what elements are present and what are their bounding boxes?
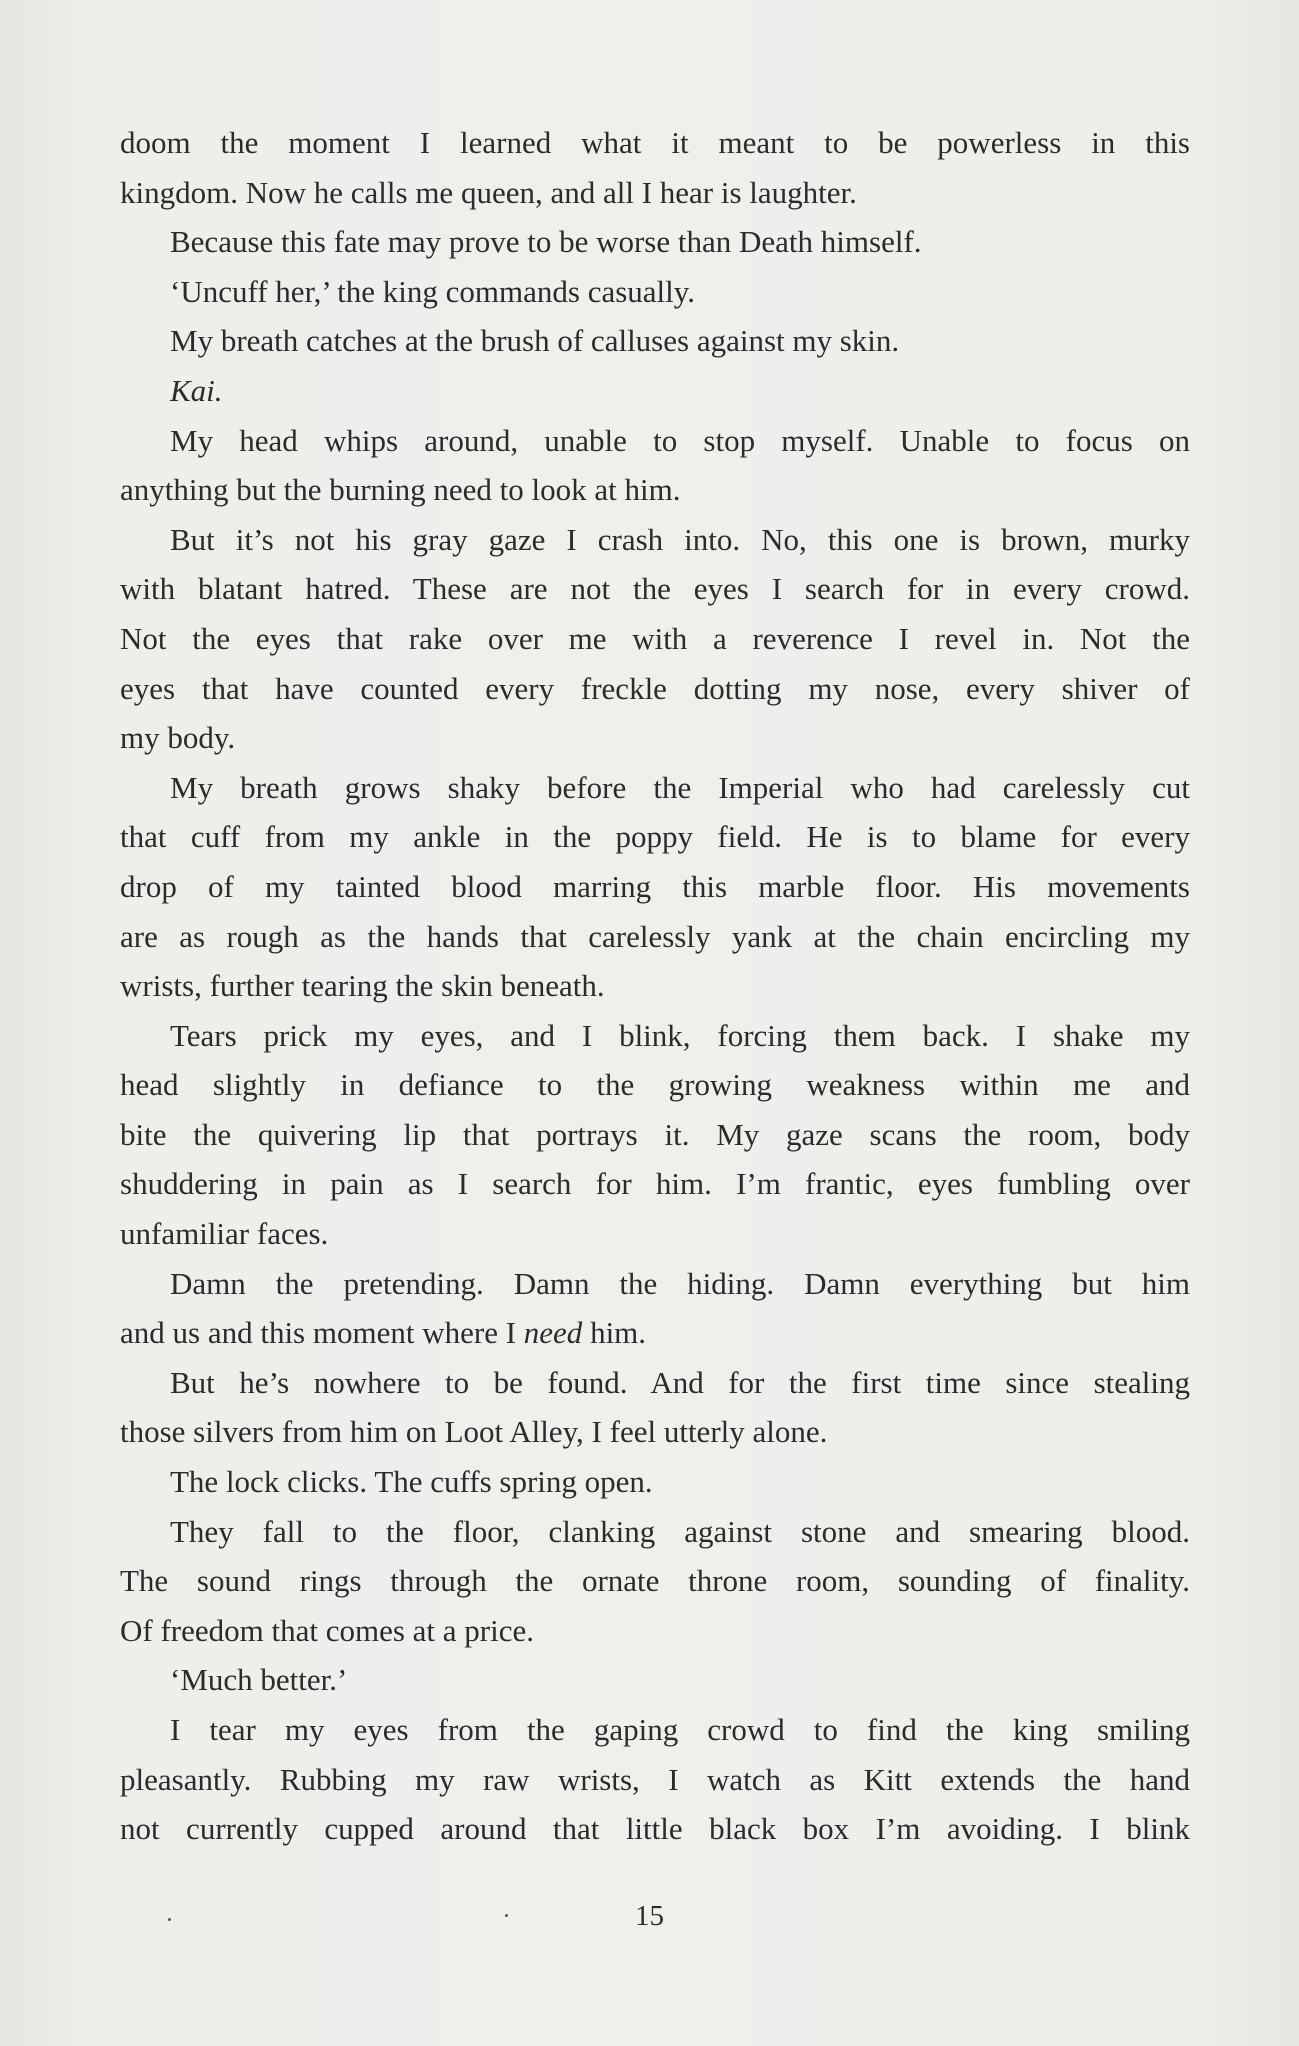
text-line: head slightly in defiance to the growing weakness within me and xyxy=(120,1067,1190,1103)
text-line: shuddering in pain as I search for him. I’m frantic, eyes fumbling over xyxy=(120,1166,1190,1202)
print-speck xyxy=(505,1914,508,1917)
text-line: Of freedom that comes at a price. xyxy=(120,1612,535,1648)
text-line: Because this fate may prove to be worse than Death himself. xyxy=(170,224,922,260)
text-segment: and us and this moment where I xyxy=(120,1315,524,1351)
text-line: bite the quivering lip that portrays it. My gaze scans the room, body xyxy=(120,1116,1190,1152)
text-line: Not the eyes that rake over me with a reverence I revel in. Not the xyxy=(120,620,1190,656)
text-line: ‘Uncuff her,’ the king commands casually. xyxy=(170,273,696,309)
text-line: The sound rings through the ornate throne room, sounding of finality. xyxy=(120,1563,1190,1599)
page-number: 15 xyxy=(635,1900,664,1932)
text-line: My head whips around, unable to stop myself. Unable to focus on xyxy=(170,422,1190,458)
text-line: eyes that have counted every freckle dotting my nose, every shiver of xyxy=(120,670,1190,706)
text-line: doom the moment I learned what it meant to be powerless in this xyxy=(120,125,1190,160)
text-segment: him. xyxy=(582,1315,647,1351)
text-line: unfamiliar faces. xyxy=(120,1216,329,1252)
text-line: Tears prick my eyes, and I blink, forcing them back. I shake my xyxy=(170,1017,1190,1053)
body-text xyxy=(120,118,1190,1854)
text-line: Kai. xyxy=(170,372,223,408)
text-line: I tear my eyes from the gaping crowd to find the king smiling xyxy=(170,1712,1190,1747)
text-line: not currently cupped around that little black box I’m avoiding. I blink xyxy=(120,1811,1190,1847)
text-line: those silvers from him on Loot Alley, I feel utterly alone. xyxy=(120,1414,828,1450)
text-line: anything but the burning need to look at him. xyxy=(120,472,681,508)
text-line: They fall to the floor, clanking against stone and smearing blood. xyxy=(170,1513,1190,1549)
text-line: My breath catches at the brush of calluses against my skin. xyxy=(170,323,900,359)
text-line: drop of my tainted blood marring this marble floor. His movements xyxy=(120,868,1190,904)
text-line: are as rough as the hands that carelessly yank at the chain encircling my xyxy=(120,918,1190,954)
text-line: ‘Much better.’ xyxy=(170,1662,348,1698)
text-line: my body. xyxy=(120,720,236,756)
text-line xyxy=(120,1308,1190,1358)
text-line: kingdom. Now he calls me queen, and all I hear is laughter. xyxy=(120,174,857,210)
text-line: with blatant hatred. These are not the eyes I search for in every crowd. xyxy=(120,571,1190,607)
text-line: pleasantly. Rubbing my raw wrists, I watch as Kitt extends the hand xyxy=(120,1761,1190,1797)
text-line: But it’s not his gray gaze I crash into. No, this one is brown, murky xyxy=(170,521,1190,557)
text-line: Damn the pretending. Damn the hiding. Damn everything but him xyxy=(170,1265,1190,1301)
emphasis-text: need xyxy=(523,1315,583,1351)
text-line: The lock clicks. The cuffs spring open. xyxy=(170,1464,653,1500)
text-line: wrists, further tearing the skin beneath. xyxy=(120,968,605,1004)
text-line: But he’s nowhere to be found. And for the first time since stealing xyxy=(170,1364,1190,1400)
print-speck xyxy=(168,1918,171,1921)
text-line: that cuff from my ankle in the poppy field. He is to blame for every xyxy=(120,819,1190,855)
text-line: My breath grows shaky before the Imperial who had carelessly cut xyxy=(170,769,1190,805)
